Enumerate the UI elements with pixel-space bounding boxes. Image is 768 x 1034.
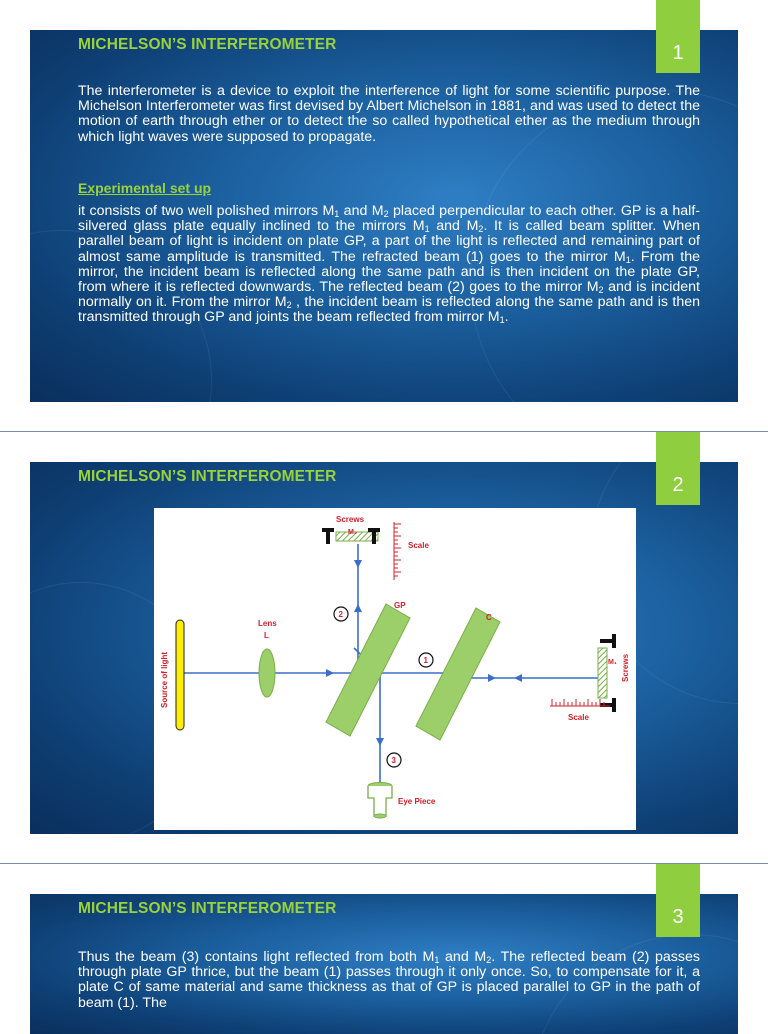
lens xyxy=(259,649,275,697)
slide-1 xyxy=(30,30,738,402)
page-divider xyxy=(0,431,768,432)
slide-number: 3 xyxy=(672,906,684,928)
svg-text:2: 2 xyxy=(338,610,343,619)
mirror-m1-assembly xyxy=(598,634,616,712)
slide-number: 1 xyxy=(672,42,684,64)
screws-right-label: Screws xyxy=(621,653,630,682)
svg-text:1: 1 xyxy=(423,656,428,665)
lens-label: Lens xyxy=(258,619,277,628)
beam-marker-2 xyxy=(334,607,348,621)
setup-paragraph: it consists of two well polished mirrors $M_1$ and $M_2$ placed perpendicular to each other. GP is a half-silvered glass plate equally inclined to the mirrors $M_1$ and $M_2$. It is called beam splitter. When parallel beam of light is incident on plate GP, a part of the light is reflected and remaining part of almost same amplitude is transmitted. The refracted beam (1) goes to the mirror $M_1$. From the mirror, the incident beam is reflected along the same path and is then incident on the plate GP, from where it is reflected downwards. The reflected beam (2) goes to the mirror $M_2$ and is incident normally on it. From the mirror $M_2$ , the incident beam is reflected along the same path and is then transmitted through GP and joints the beam reflected from mirror $M_1$. xyxy=(78,203,701,326)
page-divider xyxy=(0,863,768,864)
svg-text:3: 3 xyxy=(391,756,396,765)
beam-marker-3 xyxy=(387,753,401,767)
slide-number-badge xyxy=(656,0,700,73)
lens-letter: L xyxy=(264,631,269,640)
m2-label: M₂ xyxy=(348,529,357,536)
scale-top-label: Scale xyxy=(408,541,429,550)
section-subheading: Experimental set up xyxy=(78,180,212,196)
eyepiece-label: Eye Piece xyxy=(398,797,436,806)
c-label: C xyxy=(486,613,492,622)
slide-2 xyxy=(30,462,738,834)
source-label: Source of light xyxy=(160,652,169,708)
slide-3 xyxy=(30,894,738,1034)
screws-top-label: Screws xyxy=(336,515,365,524)
slide-title: MICHELSON’S INTERFEROMETER xyxy=(78,468,337,485)
eye-piece xyxy=(368,783,392,819)
slide-number-badge xyxy=(656,432,700,505)
glass-plate-gp xyxy=(326,604,410,736)
interferometer-diagram xyxy=(154,508,636,830)
light-source xyxy=(176,620,184,730)
slide-number-badge xyxy=(656,864,700,937)
compensating-plate-c xyxy=(416,608,500,740)
intro-paragraph: The interferometer is a device to exploit the interference of light for some scientific purpose. The Michelson Interferometer was first devised by Albert Michelson in 1881, and was used to detect the motion of earth through ether or to detect the so called hypothetical ether as the medium through which light waves were supposed to propagate. xyxy=(78,83,700,145)
beam-marker-1 xyxy=(419,653,433,667)
continuation-paragraph: Thus the beam (3) contains light reflected from both $M_1$ and $M_2$. The reflected beam (2) passes through plate GP thrice, but the beam (1) passes through it only once. So, to compensate for it, a plate C of same material and same thickness as that of GP is placed parallel to GP in the path of beam (1). The xyxy=(78,949,700,1011)
scale-right-label: Scale xyxy=(568,713,589,722)
slide-title: MICHELSON’S INTERFEROMETER xyxy=(78,900,337,917)
m1-label: M₁ xyxy=(608,659,617,666)
light-beams xyxy=(180,544,598,786)
gp-label: GP xyxy=(394,601,406,610)
slide-title: MICHELSON’S INTERFEROMETER xyxy=(78,36,337,53)
scale-top xyxy=(394,522,401,580)
slide-number: 2 xyxy=(672,474,684,496)
